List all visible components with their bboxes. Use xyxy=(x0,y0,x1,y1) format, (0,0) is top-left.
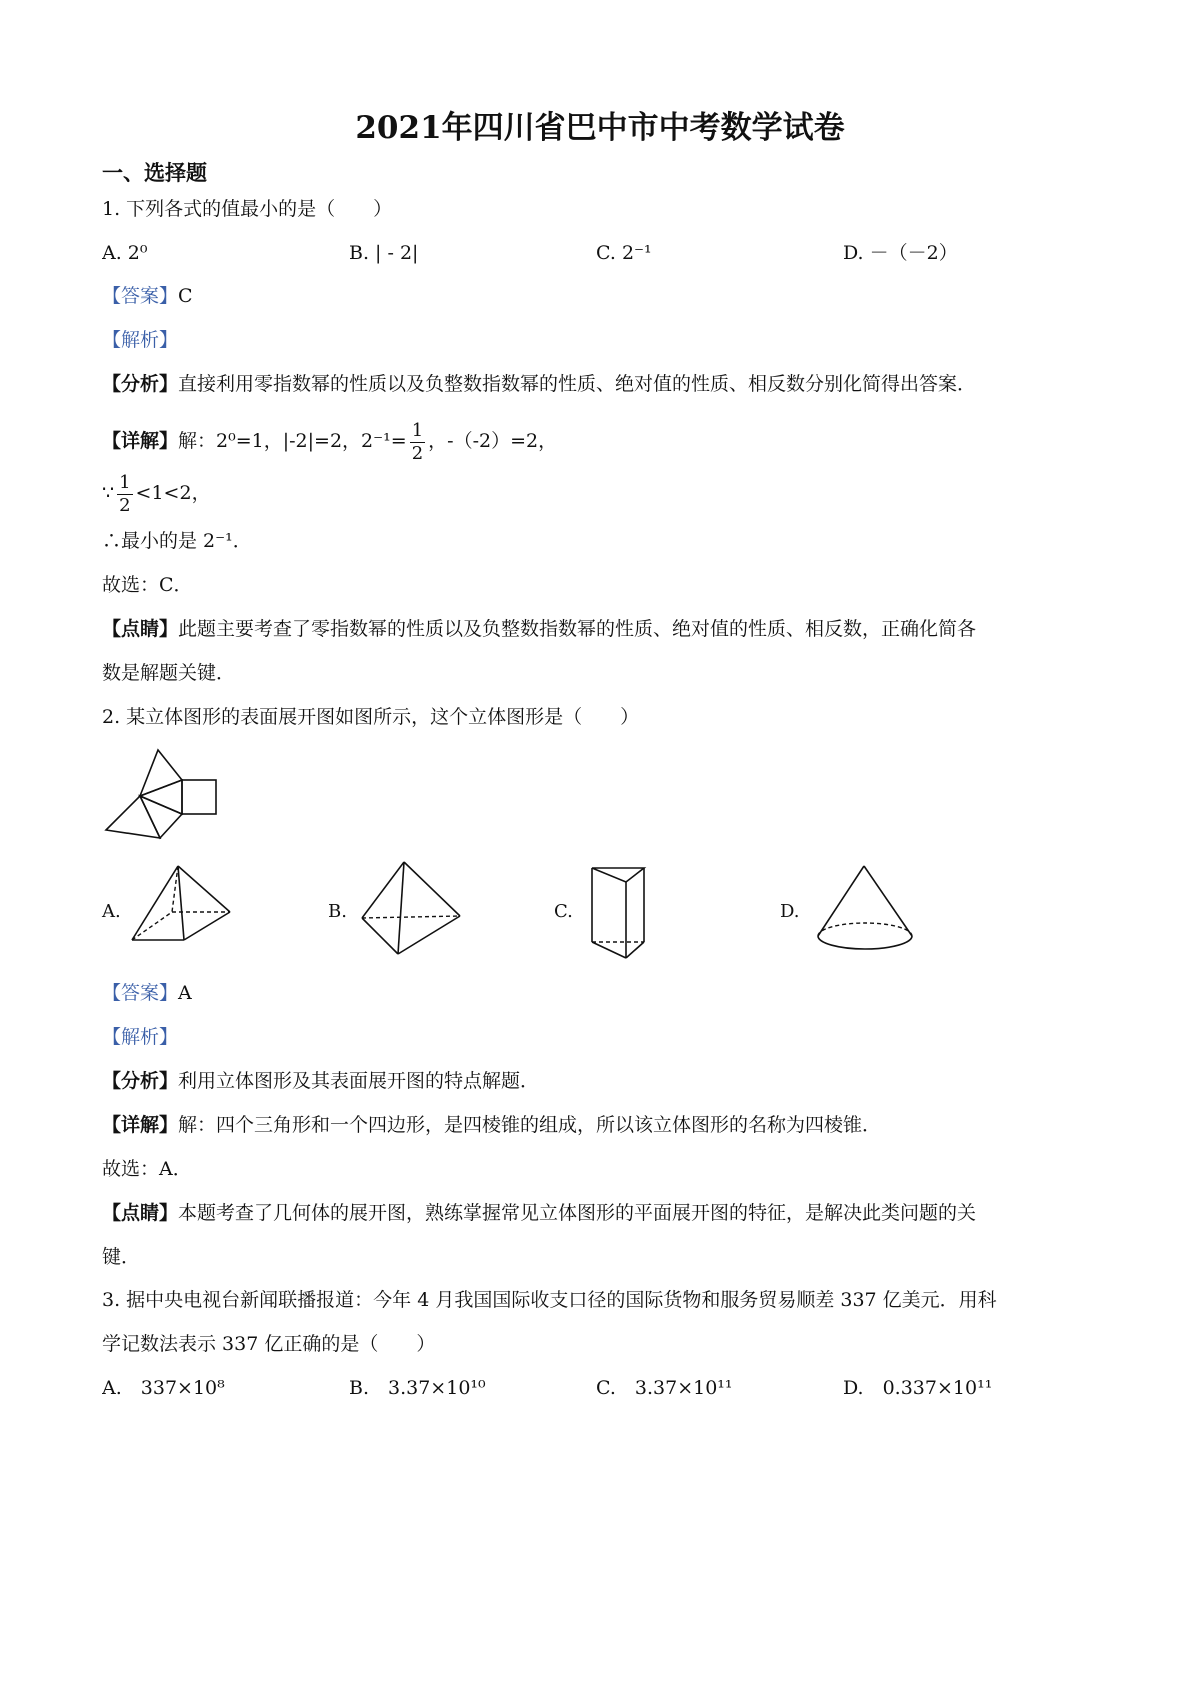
q1-because-post: <1<2， xyxy=(135,482,211,504)
q2-option-d-label: D. xyxy=(780,901,800,922)
q2-dianjing-tag: 【点睛】 xyxy=(102,1202,179,1224)
q1-guxuan: 故选：C． xyxy=(102,574,193,596)
q2-option-b-label: B. xyxy=(328,901,347,922)
q1-xiangjie-line xyxy=(102,416,1108,466)
q2-dianjing-line xyxy=(102,1195,1108,1231)
q3-option-c: C. 3.37×10¹¹ xyxy=(596,1377,733,1399)
net-square-base xyxy=(182,780,216,814)
cone-figure xyxy=(814,858,918,968)
q1-fraction-half xyxy=(410,420,425,465)
q1-jiexi-tag: 【解析】 xyxy=(102,329,179,351)
q2-jiexi-tag: 【解析】 xyxy=(102,1026,179,1048)
net-top-triangle xyxy=(140,750,182,796)
q2-fenxi-line xyxy=(102,1063,1108,1099)
q2-answer: A xyxy=(178,982,192,1004)
q2-answer-line xyxy=(102,975,1108,1011)
q1-fenxi: 直接利用零指数幂的性质以及负整数指数幂的性质、绝对值的性质、相反数分别化简得出答案． xyxy=(178,373,977,395)
q2-stem: 2. 某立体图形的表面展开图如图所示，这个立体图形是（ ） xyxy=(102,706,640,728)
q2-answer-tag: 【答案】 xyxy=(102,982,179,1004)
q1-dianjing-1: 此题主要考查了零指数幂的性质以及负整数指数幂的性质、绝对值的性质、相反数，正确化简各 xyxy=(178,618,977,640)
q1-frac-num: 1 xyxy=(411,419,424,441)
q2-xiangjie: 解：四个三角形和一个四边形，是四棱锥的组成，所以该立体图形的名称为四棱锥． xyxy=(178,1114,882,1136)
q1-answer-line xyxy=(102,278,1108,314)
section-heading: 一、选择题 xyxy=(102,160,207,185)
q3-stem-1: 3. 据中央电视台新闻联播报道：今年 4 月我国国际收支口径的国际货物和服务贸易顺差 337 亿美元．用科 xyxy=(102,1289,997,1311)
square-pyramid-figure xyxy=(126,858,236,958)
q1-xiangjie-tag: 【详解】 xyxy=(102,430,179,452)
triangular-pyramid-figure xyxy=(358,858,468,958)
q2-option-c xyxy=(554,858,801,968)
q1-dianjing-line xyxy=(102,611,1108,647)
net-left-triangle xyxy=(106,796,160,838)
q2-xiangjie-line xyxy=(102,1107,1108,1143)
q2-option-a xyxy=(102,858,349,968)
q2-option-b xyxy=(328,858,575,968)
q3-option-d: D. 0.337×10¹¹ xyxy=(843,1377,993,1399)
q2-option-c-label: C. xyxy=(554,901,573,922)
q1-fenxi-line xyxy=(102,366,1108,402)
q2-options xyxy=(102,858,1108,968)
q1-answer-tag: 【答案】 xyxy=(102,285,179,307)
q2-guxuan: 故选：A． xyxy=(102,1158,192,1180)
q2-option-a-label: A. xyxy=(102,901,121,922)
q2-dianjing-1: 本题考查了几何体的展开图，熟练掌握常见立体图形的平面展开图的特征，是解决此类问题的关 xyxy=(178,1202,977,1224)
q1-therefore: ∴最小的是 2⁻¹． xyxy=(102,530,252,552)
q3-options xyxy=(102,1370,1108,1406)
q1-frac2-den: 2 xyxy=(119,494,131,516)
q3-option-b: B. 3.37×10¹⁰ xyxy=(349,1377,486,1399)
q3-option-a: A. 337×10⁸ xyxy=(102,1377,225,1399)
q1-option-d: D. －（－2） xyxy=(843,242,958,264)
q1-option-b: B. | - 2| xyxy=(349,242,419,264)
q1-frac-den: 2 xyxy=(411,442,424,464)
page-title: 2021年四川省巴中市中考数学试卷 xyxy=(355,110,845,146)
q1-dianjing-tag: 【点睛】 xyxy=(102,618,179,640)
triangular-prism-figure xyxy=(586,858,676,968)
q2-fenxi: 利用立体图形及其表面展开图的特点解题． xyxy=(178,1070,540,1092)
q1-answer: C xyxy=(178,285,193,307)
q1-dianjing-2: 数是解题关键． xyxy=(102,662,236,684)
q3-stem-2: 学记数法表示 337 亿正确的是（ ） xyxy=(102,1333,436,1355)
q2-jiexi-line xyxy=(102,1019,1108,1055)
q1-jiexi-line xyxy=(102,322,1108,358)
q1-option-a: A. 2⁰ xyxy=(102,242,148,264)
net-bottom-triangle xyxy=(140,796,182,838)
q2-fenxi-tag: 【分析】 xyxy=(102,1070,179,1092)
q1-xiangjie-pre: 解：2⁰=1，|-2|=2，2⁻¹= xyxy=(178,430,407,452)
q2-xiangjie-tag: 【详解】 xyxy=(102,1114,179,1136)
q1-because-pre: ∵ xyxy=(102,482,115,504)
q1-option-c: C. 2⁻¹ xyxy=(596,242,652,264)
q2-net-figure xyxy=(102,746,232,846)
q1-frac2-num: 1 xyxy=(119,471,131,493)
q1-fraction-half-2 xyxy=(117,472,132,517)
q2-dianjing-2: 键． xyxy=(102,1246,141,1268)
q2-option-d xyxy=(780,858,1027,968)
q1-options xyxy=(102,235,1108,271)
q1-stem: 1. 下列各式的值最小的是（ ） xyxy=(102,198,393,220)
q1-xiangjie-post: ，-（-2）=2， xyxy=(428,430,558,452)
q1-fenxi-tag: 【分析】 xyxy=(102,373,179,395)
q1-because-line xyxy=(102,468,1108,518)
